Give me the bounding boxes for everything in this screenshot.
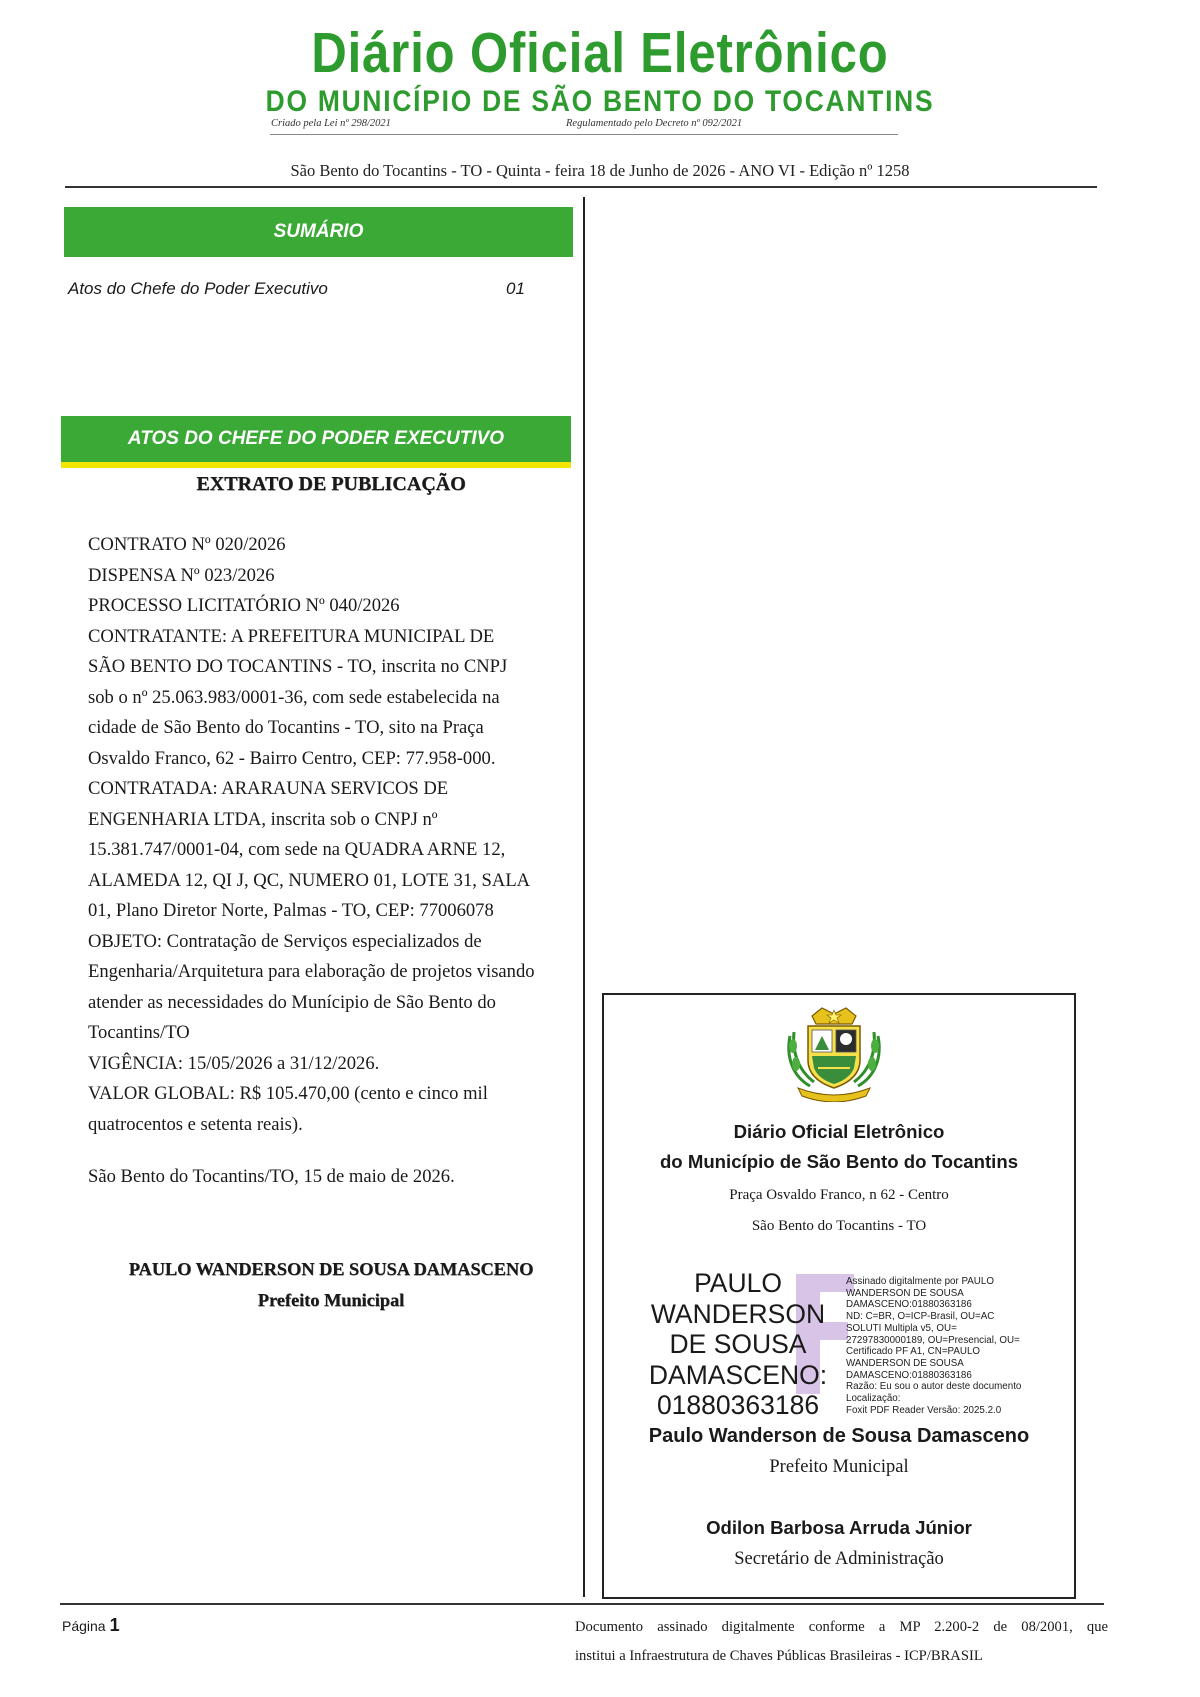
stamp-name-line: PAULO [694, 1268, 782, 1298]
box-title-line1: Diário Oficial Eletrônico [733, 1121, 945, 1142]
stamp-name-line: WANDERSON [650, 1298, 826, 1329]
decree-note: Regulamentado pelo Decreto nº 092/2021 [566, 118, 743, 129]
digital-signature-name [628, 1268, 848, 1421]
page-number [62, 1615, 120, 1636]
extract-line: Tocantins/TO [88, 1022, 190, 1043]
extract-line: quatrocentos e setenta reais). [88, 1113, 303, 1135]
stamp-meta-line: WANDERSON DE SOUSA [846, 1357, 964, 1369]
extract-line: CONTRATANTE: A PREFEITURA MUNICIPAL DE [88, 625, 495, 647]
stamp-meta-line: 27297830000189, OU=Presencial, OU= [846, 1334, 1020, 1346]
digital-signature-details [846, 1276, 1056, 1416]
box-signer-name: Paulo Wanderson de Sousa Damasceno [648, 1425, 1030, 1447]
stamp-meta-line: Razão: Eu sou o autor deste documento [846, 1381, 1022, 1393]
signer-name: PAULO WANDERSON DE SOUSA DAMASCENO [128, 1259, 534, 1279]
stamp-meta-line: Localização: [846, 1393, 901, 1405]
stamp-name-line: DE SOUSA [669, 1329, 807, 1359]
law-note: Criado pela Lei nº 298/2021 [271, 118, 391, 129]
stamp-meta-line: DAMASCENO:01880363186 [846, 1369, 972, 1381]
stamp-meta-line: Foxit PDF Reader Versão: 2025.2.0 [846, 1404, 1002, 1416]
extract-line: VALOR GLOBAL: R$ 105.470,00 (cento e cinco mil [88, 1083, 488, 1104]
box-secretary-name: Odilon Barbosa Arruda Júnior [706, 1517, 972, 1538]
page-number-value: 1 [109, 1615, 120, 1635]
extract-line: SÃO BENTO DO TOCANTINS - TO, inscrita no CNPJ [88, 656, 508, 677]
section-heading: ATOS DO CHEFE DO PODER EXECUTIVO [61, 416, 571, 462]
stamp-meta-line: WANDERSON DE SOUSA [846, 1287, 964, 1299]
footer-note-line1: Documento assinado digitalmente conforme a MP 2.200-2 de 08/2001, que [575, 1619, 1108, 1635]
box-address-line2: São Bento do Tocantins - TO [751, 1218, 927, 1234]
footer-rule [60, 1603, 1104, 1605]
summary-item[interactable] [68, 279, 538, 299]
box-address-line1: Praça Osvaldo Franco, n 62 - Centro [729, 1187, 949, 1203]
extract-line: Osvaldo Franco, 62 - Bairro Centro, CEP: 77.958-000. [88, 747, 496, 769]
extract-line: CONTRATADA: ARARAUNA SERVICOS DE [88, 778, 449, 799]
document-title: EXTRATO DE PUBLICAÇÃO [196, 473, 466, 495]
stamp-meta-line: ND: C=BR, O=ICP-Brasil, OU=AC [846, 1311, 995, 1323]
footer-note-line2: institui a Infraestrutura de Chaves Públicas Brasileiras - ICP/BRASIL [575, 1648, 983, 1664]
box-title-line2: do Município de São Bento do Tocantins [659, 1151, 1019, 1172]
page-label: Página [62, 1618, 106, 1634]
extract-line: Engenharia/Arquitetura para elaboração de projetos visando [88, 961, 535, 982]
summary-item-label: Atos do Chefe do Poder Executivo [68, 279, 328, 298]
summary-item-page: 01 [506, 279, 525, 298]
stamp-meta-line: Assinado digitalmente por PAULO [846, 1276, 994, 1287]
extract-body [88, 530, 588, 1140]
extract-line: CONTRATO Nº 020/2026 [88, 534, 286, 555]
box-signer-role: Prefeito Municipal [769, 1457, 909, 1477]
edition-dateline: São Bento do Tocantins - TO - Quinta - feira 18 de Junho de 2026 - ANO VI - Edição nº 1258 [290, 161, 910, 180]
footer-note [575, 1613, 1108, 1671]
extract-line: ENGENHARIA LTDA, inscrita sob o CNPJ nº [88, 808, 438, 830]
section-heading-underline [61, 462, 571, 468]
municipal-coat-of-arms-icon [784, 1006, 884, 1102]
signer-role: Prefeito Municipal [257, 1290, 405, 1310]
stamp-name-line: DAMASCENO: [648, 1359, 828, 1390]
box-secretary-role: Secretário de Administração [734, 1549, 944, 1569]
header-rule [65, 186, 1097, 188]
masthead-title: Diário Oficial Eletrônico [311, 21, 889, 85]
stamp-meta-line: SOLUTI Multipla v5, OU= [846, 1322, 957, 1334]
extract-line: sob o nº 25.063.983/0001-36, com sede estabelecida na [88, 686, 500, 708]
stamp-meta-line: Certificado PF A1, CN=PAULO [846, 1346, 981, 1358]
extract-line: VIGÊNCIA: 15/05/2026 a 31/12/2026. [88, 1052, 380, 1074]
summary-heading: SUMÁRIO [64, 207, 573, 257]
extract-line: atender as necessidades do Munícipio de São Bento do [88, 991, 496, 1013]
masthead-divider [270, 134, 898, 135]
extract-line: DISPENSA Nº 023/2026 [88, 564, 275, 586]
stamp-name-line: 01880363186 [656, 1390, 820, 1420]
extract-line: PROCESSO LICITATÓRIO Nº 040/2026 [88, 595, 400, 616]
extract-line: cidade de São Bento do Tocantins - TO, sito na Praça [88, 717, 484, 738]
extract-line: 01, Plano Diretor Norte, Palmas - TO, CEP: 77006078 [88, 900, 494, 921]
extract-line: ALAMEDA 12, QI J, QC, NUMERO 01, LOTE 31, SALA [88, 869, 531, 891]
extract-line: 15.381.747/0001-04, com sede na QUADRA ARNE 12, [88, 839, 506, 860]
place-date: São Bento do Tocantins/TO, 15 de maio de 2026. [88, 1166, 455, 1187]
stamp-meta-line: DAMASCENO:01880363186 [846, 1299, 972, 1311]
extract-line: OBJETO: Contratação de Serviços especializados de [88, 930, 482, 952]
masthead-subtitle: DO MUNICÍPIO DE SÃO BENTO DO TOCANTINS [265, 85, 935, 118]
